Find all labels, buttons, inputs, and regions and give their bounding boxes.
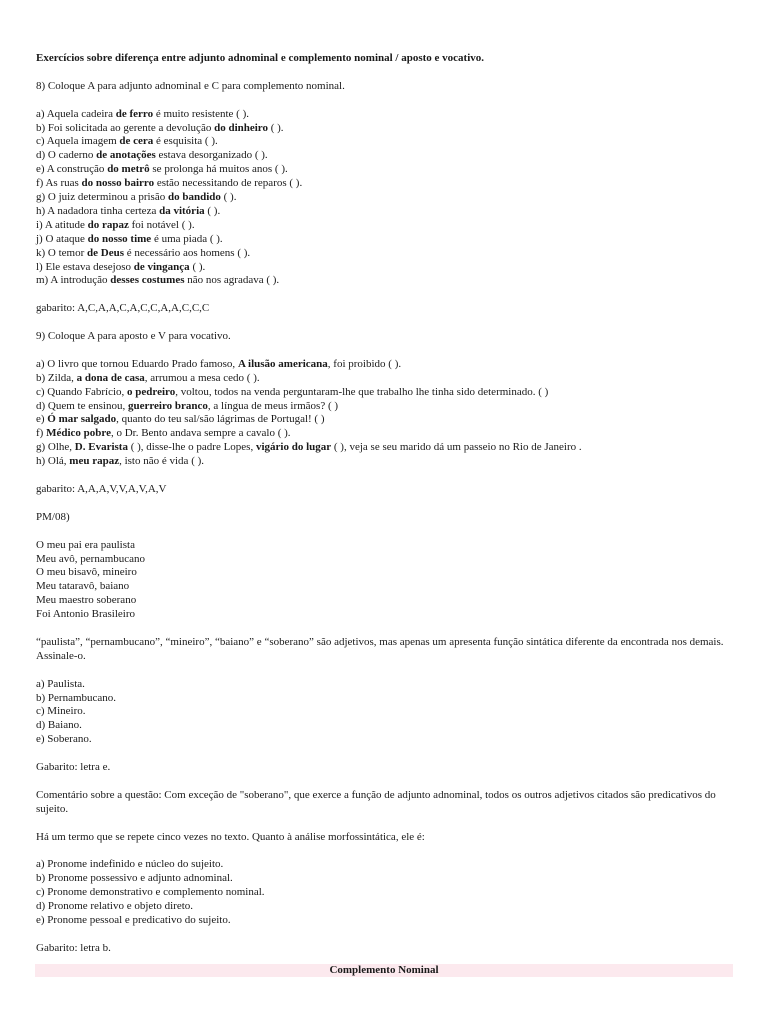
- q8-item-term: do dinheiro: [214, 121, 268, 134]
- q9-item-text: g) Olhe,: [36, 441, 75, 454]
- q8-item-term: de vingança: [133, 260, 190, 273]
- q8-item-text: foi notável ( ).: [128, 218, 195, 231]
- q8-item-text: j) O ataque: [36, 232, 88, 245]
- poem-line: Meu maestro soberano: [36, 594, 137, 607]
- q8-item: [36, 233, 736, 247]
- q8-item-text: i) A atitude: [36, 218, 88, 231]
- pm-options2: [36, 858, 736, 928]
- q8-item-text: estão necessitando de reparos ( ).: [154, 177, 303, 190]
- pm-option: c) Pronome demonstrativo e complemento nominal.: [36, 886, 265, 899]
- q8-item-text: não nos agradava ( ).: [184, 274, 280, 287]
- q9-item-text: , arrumou a mesa cedo ( ).: [144, 371, 260, 384]
- poem-line: O meu pai era paulista: [36, 538, 135, 551]
- q9-item: [36, 386, 736, 400]
- q8-item-text: f) As ruas: [36, 177, 82, 190]
- q8-item-term: do metrô: [107, 163, 150, 176]
- pm-option: e) Soberano.: [36, 733, 92, 746]
- pm-answer2: Gabarito: letra b.: [36, 941, 111, 954]
- q9-item: [36, 427, 736, 441]
- q8-item-text: d) O caderno: [36, 149, 97, 162]
- q9-item-text: , o Dr. Bento andava sempre a cavalo ( ).: [110, 427, 291, 440]
- q9-item: [36, 372, 736, 386]
- q8-item-term: do rapaz: [87, 218, 129, 231]
- q9-item-text: , foi proibido ( ).: [327, 357, 402, 370]
- q9-instruction: 9) Coloque A para aposto e V para vocativo.: [36, 330, 231, 343]
- poem-line: O meu bisavô, mineiro: [36, 566, 137, 579]
- pm-option: d) Pronome relativo e objeto direto.: [36, 900, 194, 913]
- q8-item-term: de ferro: [115, 107, 154, 120]
- pm-comment: Comentário sobre a questão: Com exceção de "soberano", que exerce a função de adjunto adnominal, todos os outros adjetivos citados são predicativos do sujeito.: [36, 788, 716, 815]
- poem-line: Meu tataravô, baiano: [36, 580, 130, 593]
- q8-item-term: do nosso bairro: [81, 177, 155, 190]
- q9-item-text: ( ), veja se seu marido dá um passeio no Rio de Janeiro .: [331, 441, 582, 454]
- pm-label: PM/08): [36, 510, 70, 523]
- q8-item-text: ( ).: [204, 204, 221, 217]
- q9-item-text: d) Quem te ensinou,: [36, 399, 128, 412]
- q8-item-text: h) A nadadora tinha certeza: [36, 204, 160, 217]
- q8-item-text: c) Aquela imagem: [36, 135, 120, 148]
- q9-item-text: e): [36, 413, 48, 426]
- pm-option: e) Pronome pessoal e predicativo do sujeito.: [36, 913, 231, 926]
- q8-item-text: a) Aquela cadeira: [36, 107, 116, 120]
- q9-item-term: guerreiro branco: [127, 399, 208, 412]
- q8-item-term: desses costumes: [110, 274, 185, 287]
- q9-item-term: a dona de casa: [76, 371, 145, 384]
- q8-item: [36, 205, 736, 219]
- q9-item: [36, 358, 736, 372]
- document-title: Exercícios sobre diferença entre adjunto adnominal e complemento nominal / aposto e vocativo.: [36, 52, 485, 64]
- q8-item-term: da vitória: [159, 204, 205, 217]
- pm-option: d) Baiano.: [36, 719, 82, 732]
- q9-item-text: , quanto do teu sal/são lágrimas de Portugal! ( ): [116, 413, 325, 426]
- q9-item-term: Ó mar salgado: [47, 413, 117, 426]
- q8-item-text: se prolonga há muitos anos ( ).: [149, 163, 288, 176]
- pm-options: [36, 678, 736, 748]
- q9-item-text: a) O livro que tornou Eduardo Prado famoso,: [36, 357, 238, 370]
- q9-item-text: h) Olá,: [36, 455, 70, 468]
- pm-answer: Gabarito: letra e.: [36, 761, 111, 774]
- q8-item-text: k) O temor: [36, 246, 88, 259]
- poem-line: Foi Antonio Brasileiro: [36, 608, 135, 621]
- q9-item-text: f): [36, 427, 47, 440]
- q8-item-text: ( ).: [267, 121, 284, 134]
- q8-item-text: e) A construção: [36, 163, 108, 176]
- pm-question2: Há um termo que se repete cinco vezes no texto. Quanto à análise morfossintática, ele é:: [36, 830, 425, 843]
- q9-item-term: D. Evarista: [74, 441, 128, 454]
- q8-item-text: estava desorganizado ( ).: [155, 149, 268, 162]
- q8-item-text: b) Foi solicitada ao gerente a devolução: [36, 121, 215, 134]
- q8-item-term: do bandido: [167, 191, 221, 204]
- q8-item: [36, 247, 736, 261]
- q9-item-text: , isto não é vida ( ).: [119, 455, 205, 468]
- pm-option: a) Pronome indefinido e núcleo do sujeito.: [36, 858, 224, 871]
- q8-item: [36, 177, 736, 191]
- pm-option: b) Pronome possessivo e adjunto adnominal.: [36, 872, 233, 885]
- q9-item: [36, 400, 736, 414]
- section-heading: Complemento Nominal: [329, 964, 439, 976]
- q8-item-term: de anotações: [96, 149, 156, 162]
- q8-item-term: de Deus: [87, 246, 124, 259]
- q9-item-term: Médico pobre: [46, 427, 111, 440]
- document-body: [36, 52, 736, 956]
- q9-item: [36, 413, 736, 427]
- q9-item-list: [36, 358, 736, 469]
- poem: [36, 539, 736, 622]
- pm-question: “paulista”, “pernambucano”, “mineiro”, “baiano” e “soberano” são adjetivos, mas apenas um apresenta função sintática diferente da encontrada nos demais. Assinale-o.: [36, 635, 724, 662]
- q8-item-term: de cera: [119, 135, 154, 148]
- q8-item-text: l) Ele estava desejoso: [36, 260, 134, 273]
- pm-option: c) Mineiro.: [36, 705, 86, 718]
- q8-instruction: 8) Coloque A para adjunto adnominal e C para complemento nominal.: [36, 79, 345, 92]
- q8-item-text: m) A introdução: [36, 274, 111, 287]
- poem-line: Meu avô, pernambucano: [36, 552, 146, 565]
- q8-item: [36, 135, 736, 149]
- q9-item: [36, 455, 736, 469]
- q9-item-term: A ilusão americana: [237, 357, 328, 370]
- q9-item-text: , a língua de meus irmãos? ( ): [207, 399, 339, 412]
- q9-item-text: , voltou, todos na venda perguntaram-lhe que trabalho lhe tinha sido determinado. ( ): [175, 385, 549, 398]
- q8-item: [36, 191, 736, 205]
- q8-item: [36, 122, 736, 136]
- q8-answer: gabarito: A,C,A,A,C,A,C,C,A,A,C,C,C: [36, 302, 210, 315]
- q9-item: [36, 441, 736, 455]
- q9-item-text: b) Zilda,: [36, 371, 77, 384]
- q8-item-text: é necessário aos homens ( ).: [124, 246, 251, 259]
- q8-item: [36, 274, 736, 288]
- q9-answer: gabarito: A,A,A,V,V,A,V,A,V: [36, 483, 167, 495]
- q9-item-term: vigário do lugar: [255, 441, 332, 454]
- q9-item-term: meu rapaz: [69, 455, 120, 468]
- q8-item-list: [36, 108, 736, 289]
- q8-item-text: ( ).: [189, 260, 206, 273]
- q9-item-term: o pedreiro: [127, 385, 176, 398]
- q8-item: [36, 219, 736, 233]
- pm-option: b) Pernambucano.: [36, 691, 117, 704]
- q8-item-text: g) O juiz determinou a prisão: [36, 191, 168, 204]
- q8-item-text: é uma piada ( ).: [151, 232, 223, 245]
- q8-item-text: é esquisita ( ).: [153, 135, 218, 148]
- q9-item-text: ( ), disse-lhe o padre Lopes,: [127, 441, 256, 454]
- q8-item: [36, 261, 736, 275]
- q8-item-term: do nosso time: [87, 232, 152, 245]
- q8-item: [36, 149, 736, 163]
- q8-item-text: é muito resistente ( ).: [153, 107, 249, 120]
- q8-item: [36, 163, 736, 177]
- q8-item: [36, 108, 736, 122]
- q9-item-text: c) Quando Fabrício,: [36, 385, 128, 398]
- section-heading-bar: [35, 964, 733, 977]
- q8-item-text: ( ).: [220, 191, 237, 204]
- pm-option: a) Paulista.: [36, 677, 85, 690]
